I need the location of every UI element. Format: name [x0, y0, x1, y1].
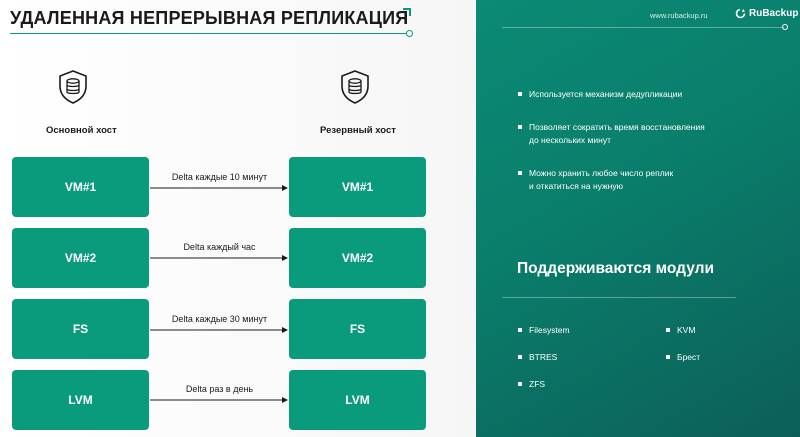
rubackup-logo-icon: [735, 8, 746, 19]
feature-item: Позволяет сократить время восстановления до нескольких минут: [518, 121, 705, 147]
slide-title: УДАЛЕННАЯ НЕПРЕРЫВНАЯ РЕПЛИКАЦИЯ: [10, 8, 409, 28]
brand-logo: [735, 8, 798, 19]
bullet-square-icon: [518, 328, 522, 332]
delta-label-fs: Delta каждые 30 минут: [171, 314, 268, 324]
bullet-square-icon: [518, 382, 522, 386]
bullet-square-icon: [518, 355, 522, 359]
header-divider-dot: [782, 24, 788, 30]
source-box-fs: FS: [12, 299, 149, 359]
bullet-square-icon: [666, 328, 670, 332]
bullet-square-icon: [518, 171, 522, 175]
source-box-vm2: VM#2: [12, 228, 149, 288]
backup-host-shield-database-icon: [340, 70, 370, 104]
feature-item: Можно хранить любое число реплик и откатиться на нужную: [518, 167, 673, 193]
title-corner-decoration: [403, 8, 411, 16]
primary-host-shield-database-icon: [58, 70, 88, 104]
primary-host-label: Основной хост: [46, 125, 117, 136]
module-item: Брест: [666, 352, 700, 362]
module-item: ZFS: [518, 379, 545, 389]
backup-host-label: Резервный хост: [320, 125, 396, 136]
target-box-lvm: LVM: [289, 370, 426, 430]
title-line-dot: [406, 30, 413, 37]
source-box-vm1: VM#1: [12, 157, 149, 217]
title-underline: [10, 33, 408, 34]
right-panel: [476, 0, 800, 437]
module-item: Filesystem: [518, 325, 570, 335]
feature-item: Используется механизм дедупликации: [518, 88, 682, 101]
arrow-right-icon: [150, 396, 289, 404]
arrow-right-icon: [150, 254, 289, 262]
delta-label-vm2: Delta каждый час: [183, 242, 256, 252]
bullet-square-icon: [518, 92, 522, 96]
delta-label-lvm: Delta раз в день: [185, 384, 254, 394]
arrow-right-icon: [150, 326, 289, 334]
header-divider: [502, 27, 784, 28]
target-box-vm2: VM#2: [289, 228, 426, 288]
brand-name: RuBackup: [749, 8, 799, 19]
module-item: KVM: [666, 325, 695, 335]
target-box-fs: FS: [289, 299, 426, 359]
website-link[interactable]: www.rubackup.ru: [650, 11, 708, 20]
bullet-square-icon: [666, 355, 670, 359]
source-box-lvm: LVM: [12, 370, 149, 430]
arrow-right-icon: [150, 184, 289, 192]
modules-heading: Поддерживаются модули: [517, 260, 714, 277]
delta-label-vm1: Delta каждые 10 минут: [171, 172, 268, 182]
target-box-vm1: VM#1: [289, 157, 426, 217]
bullet-square-icon: [518, 125, 522, 129]
module-item: BTRES: [518, 352, 557, 362]
modules-divider: [502, 297, 736, 298]
